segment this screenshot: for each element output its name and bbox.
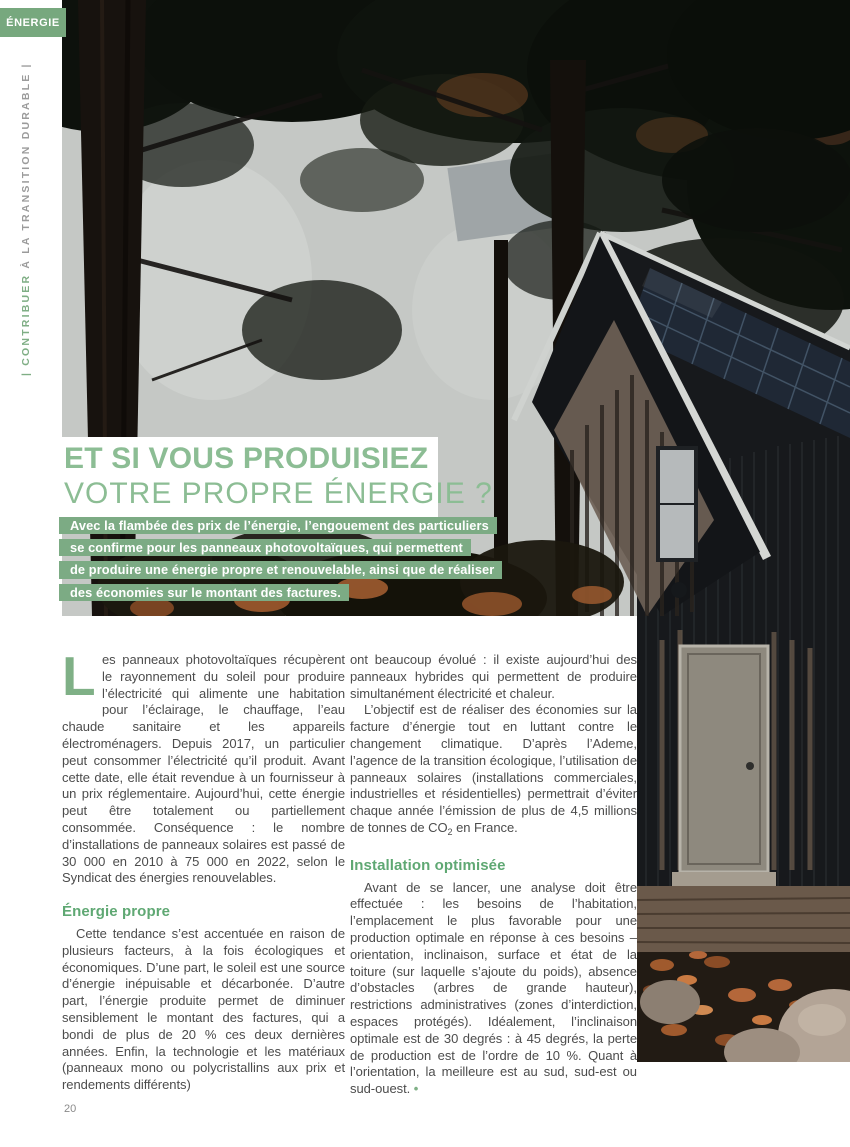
paragraph	[350, 880, 637, 1098]
headline-panel	[48, 437, 493, 518]
paragraph: Cette tendance s’est accentuée en raison de plusieurs facteurs, à la fois écologiques et économiques. D’une part, le soleil est une source d’énergie inépuisable et décarbonée. D’autre part, l’énergie produite permet de diminuer sensiblement le montant des factures, qui a bondi de plus de 20 % ces deux dernières années. Enfin, la technologie et les matériaux (panneaux mono ou polycristallins aux prix et rendements différents)	[62, 925, 345, 1093]
paragraph	[62, 645, 345, 887]
article-column-1	[62, 645, 345, 1094]
paragraph	[350, 702, 637, 840]
subheading-installation-optimisee: Installation optimisée	[350, 856, 506, 874]
intro-standfirst	[59, 517, 529, 606]
vertical-label-green: | CONTRIBUER	[20, 273, 32, 376]
article-column-2	[350, 652, 637, 1098]
drop-cap: L	[62, 645, 96, 707]
headline-line-1: ET SI VOUS PRODUISIEZ	[64, 442, 429, 475]
headline-line-2: VOTRE PROPRE ÉNERGIE ?	[64, 477, 493, 510]
door-handle	[746, 762, 754, 770]
vertical-label-gray: À LA TRANSITION DURABLE |	[20, 62, 32, 274]
paragraph-text: L’objectif est de réaliser des économies sur la facture d’énergie tout en luttant contre le changement climatique. D’après l’Ademe, l’agence de la transition écologique, l’utilisation de panneaux solaires (installations commerciales, industrielles et résidentielles) permettrait d’éviter chaque année l’émission de plus de 4,5 millions de tonnes de CO	[350, 702, 637, 835]
vertical-section-label	[20, 60, 32, 376]
intro-line: des économies sur le montant des factures.	[59, 584, 349, 601]
intro-line: Avec la flambée des prix de l’énergie, l’engouement des particuliers	[59, 517, 497, 534]
paragraph-text: Avant de se lancer, une analyse doit être effectuée : les besoins de l’habitation, l’emplacement le plus favorable pour une production optimale en réponse à ces besoins – orientation, inclinaison, surface et état de la toiture (sur laquelle s’ajoute du poids), absence d’obstacles (arbres de grande hauteur), restrictions administratives (zones d’interdiction, espaces protégés). Idéalement, l’inclinaison optimale est de 30 degrés : à 45 degrés, la perte de production est de l’ordre de 10 %. Quant à l’orientation, la meilleure est au sud, sud-est ou sud-ouest.	[350, 879, 637, 1097]
door-step	[672, 872, 776, 886]
door	[680, 646, 768, 872]
intro-line: se confirme pour les panneaux photovoltaïques, qui permettent	[59, 539, 471, 556]
intro-line: de produire une énergie propre et renouvelable, ainsi que de réaliser	[59, 561, 502, 578]
end-mark: •	[413, 1081, 419, 1097]
co2-subscript: 2	[447, 826, 453, 837]
tree-canopy	[662, 128, 850, 232]
wall-lamp	[671, 582, 687, 598]
paragraph-text: es panneaux photovoltaïques récupèrent le rayonnement du soleil pour produire l’électricité qui alimente une habitation pour l’éclairage, le chauffage, l’eau chaude sanitaire et les appareils électroménagers. Depuis 2017, un particulier peut consommer l’électricité qu’il produit. Avant cette date, elle était revendue à un fournisseur à un prix réglementaire. Aujourd’hui, cette énergie peut être totalement ou partiellement consommée. Conséquence : le nombre d’installations de panneaux solaires est passé de 30 000 en 2010 à 75 000 en 2022, selon le Syndicat des énergies renouvelables.	[62, 652, 345, 886]
deck	[637, 886, 850, 956]
section-tag-label: ÉNERGIE	[6, 16, 60, 29]
paragraph-text: en France.	[452, 819, 518, 835]
section-tag	[0, 8, 66, 37]
subheading-energie-propre: Énergie propre	[62, 903, 171, 921]
paragraph: ont beaucoup évolué : il existe aujourd’hui des panneaux hybrides qui permettent de produire simultanément électricité et chaleur.	[350, 652, 637, 701]
page-number: 20	[64, 1103, 77, 1115]
